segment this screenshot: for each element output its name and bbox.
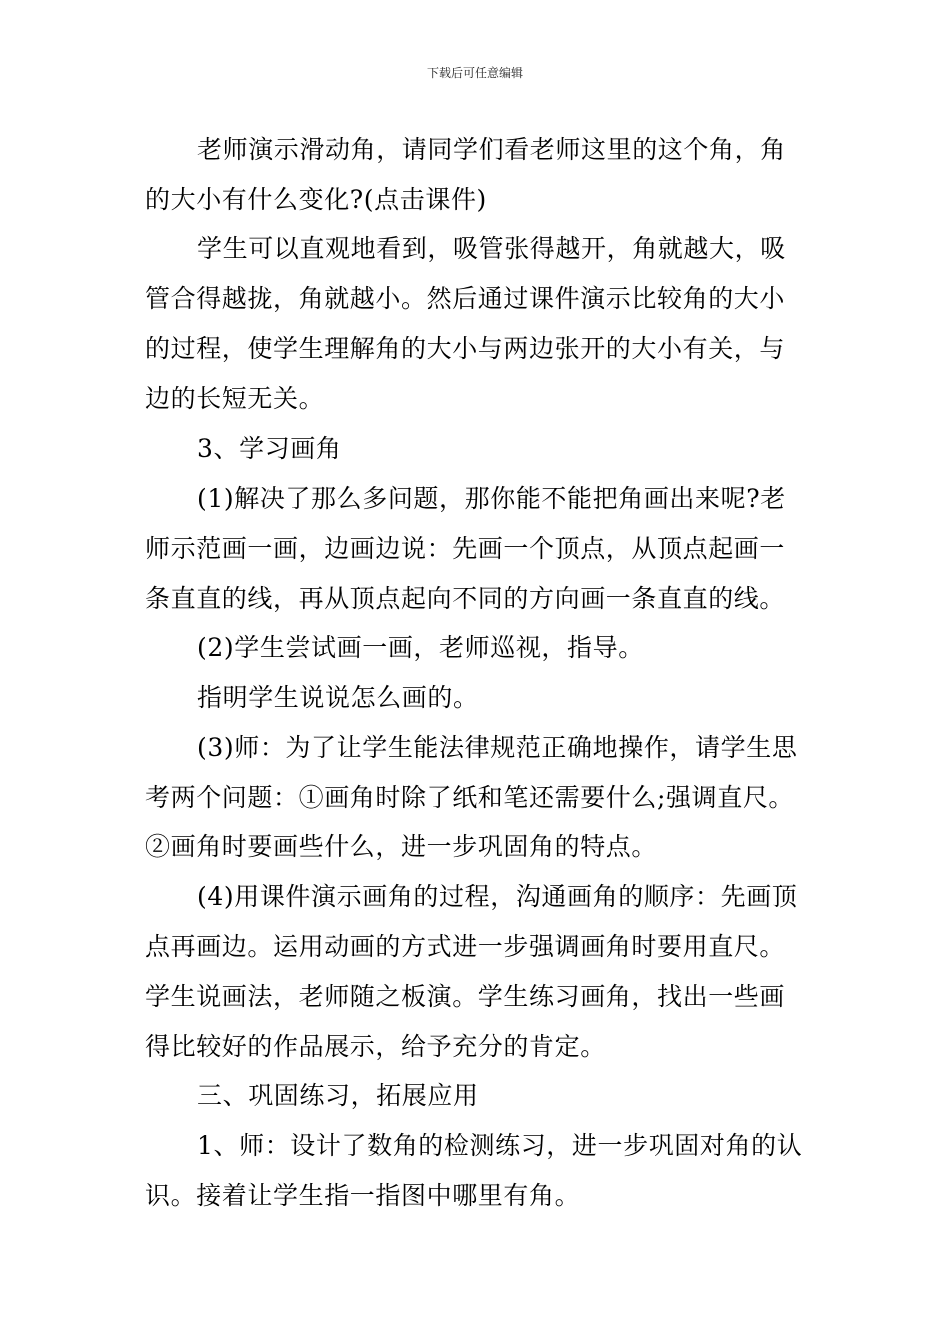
- text-line: 识。接着让学生指一指图中哪里有角。: [145, 1181, 581, 1210]
- text-line: 师示范画一画，边画边说：先画一个顶点，从顶点起画一: [145, 534, 786, 563]
- text-line: (2)学生尝试画一画，老师巡视，指导。: [197, 633, 644, 662]
- text-line: (4)用课件演示画角的过程，沟通画角的顺序：先画顶: [197, 882, 798, 911]
- page-header: 下载后可任意编辑: [426, 66, 523, 80]
- text-line: 点再画边。运用动画的方式进一步强调画角时要用直尺。: [145, 932, 786, 961]
- text-line: 管合得越拢，角就越小。然后通过课件演示比较角的大小: [145, 284, 786, 313]
- text-line: 学生可以直观地看到，吸管张得越开，角就越大，吸: [197, 234, 786, 263]
- text-line: 1、师：设计了数角的检测练习，进一步巩固对角的认: [197, 1131, 803, 1160]
- text-line: 条直直的线，再从顶点起向不同的方向画一条直直的线。: [145, 584, 786, 613]
- text-line: 的过程，使学生理解角的大小与两边张开的大小有关，与: [145, 334, 786, 363]
- text-line: 指明学生说说怎么画的。: [197, 683, 479, 712]
- text-line: (1)解决了那么多问题，那你能不能把角画出来呢?老: [197, 484, 786, 513]
- text-line: 学生说画法，老师随之板演。学生练习画角，找出一些画: [145, 982, 786, 1011]
- text-line: (3)师：为了让学生能法律规范正确地操作，请学生思: [197, 733, 798, 762]
- text-line: 边的长短无关。: [145, 384, 325, 413]
- text-line: ②画角时要画些什么，进一步巩固角的特点。: [145, 832, 658, 861]
- text-line: 的大小有什么变化?(点击课件): [145, 185, 487, 214]
- section-heading: 三、巩固练习，拓展应用: [197, 1081, 479, 1110]
- text-line: 考两个问题：①画角时除了纸和笔还需要什么;强调直尺。: [145, 783, 795, 812]
- section-heading: 3、学习画角: [197, 434, 342, 463]
- text-line: 老师演示滑动角，请同学们看老师这里的这个角，角: [197, 135, 786, 164]
- text-line: 得比较好的作品展示，给予充分的肯定。: [145, 1032, 606, 1061]
